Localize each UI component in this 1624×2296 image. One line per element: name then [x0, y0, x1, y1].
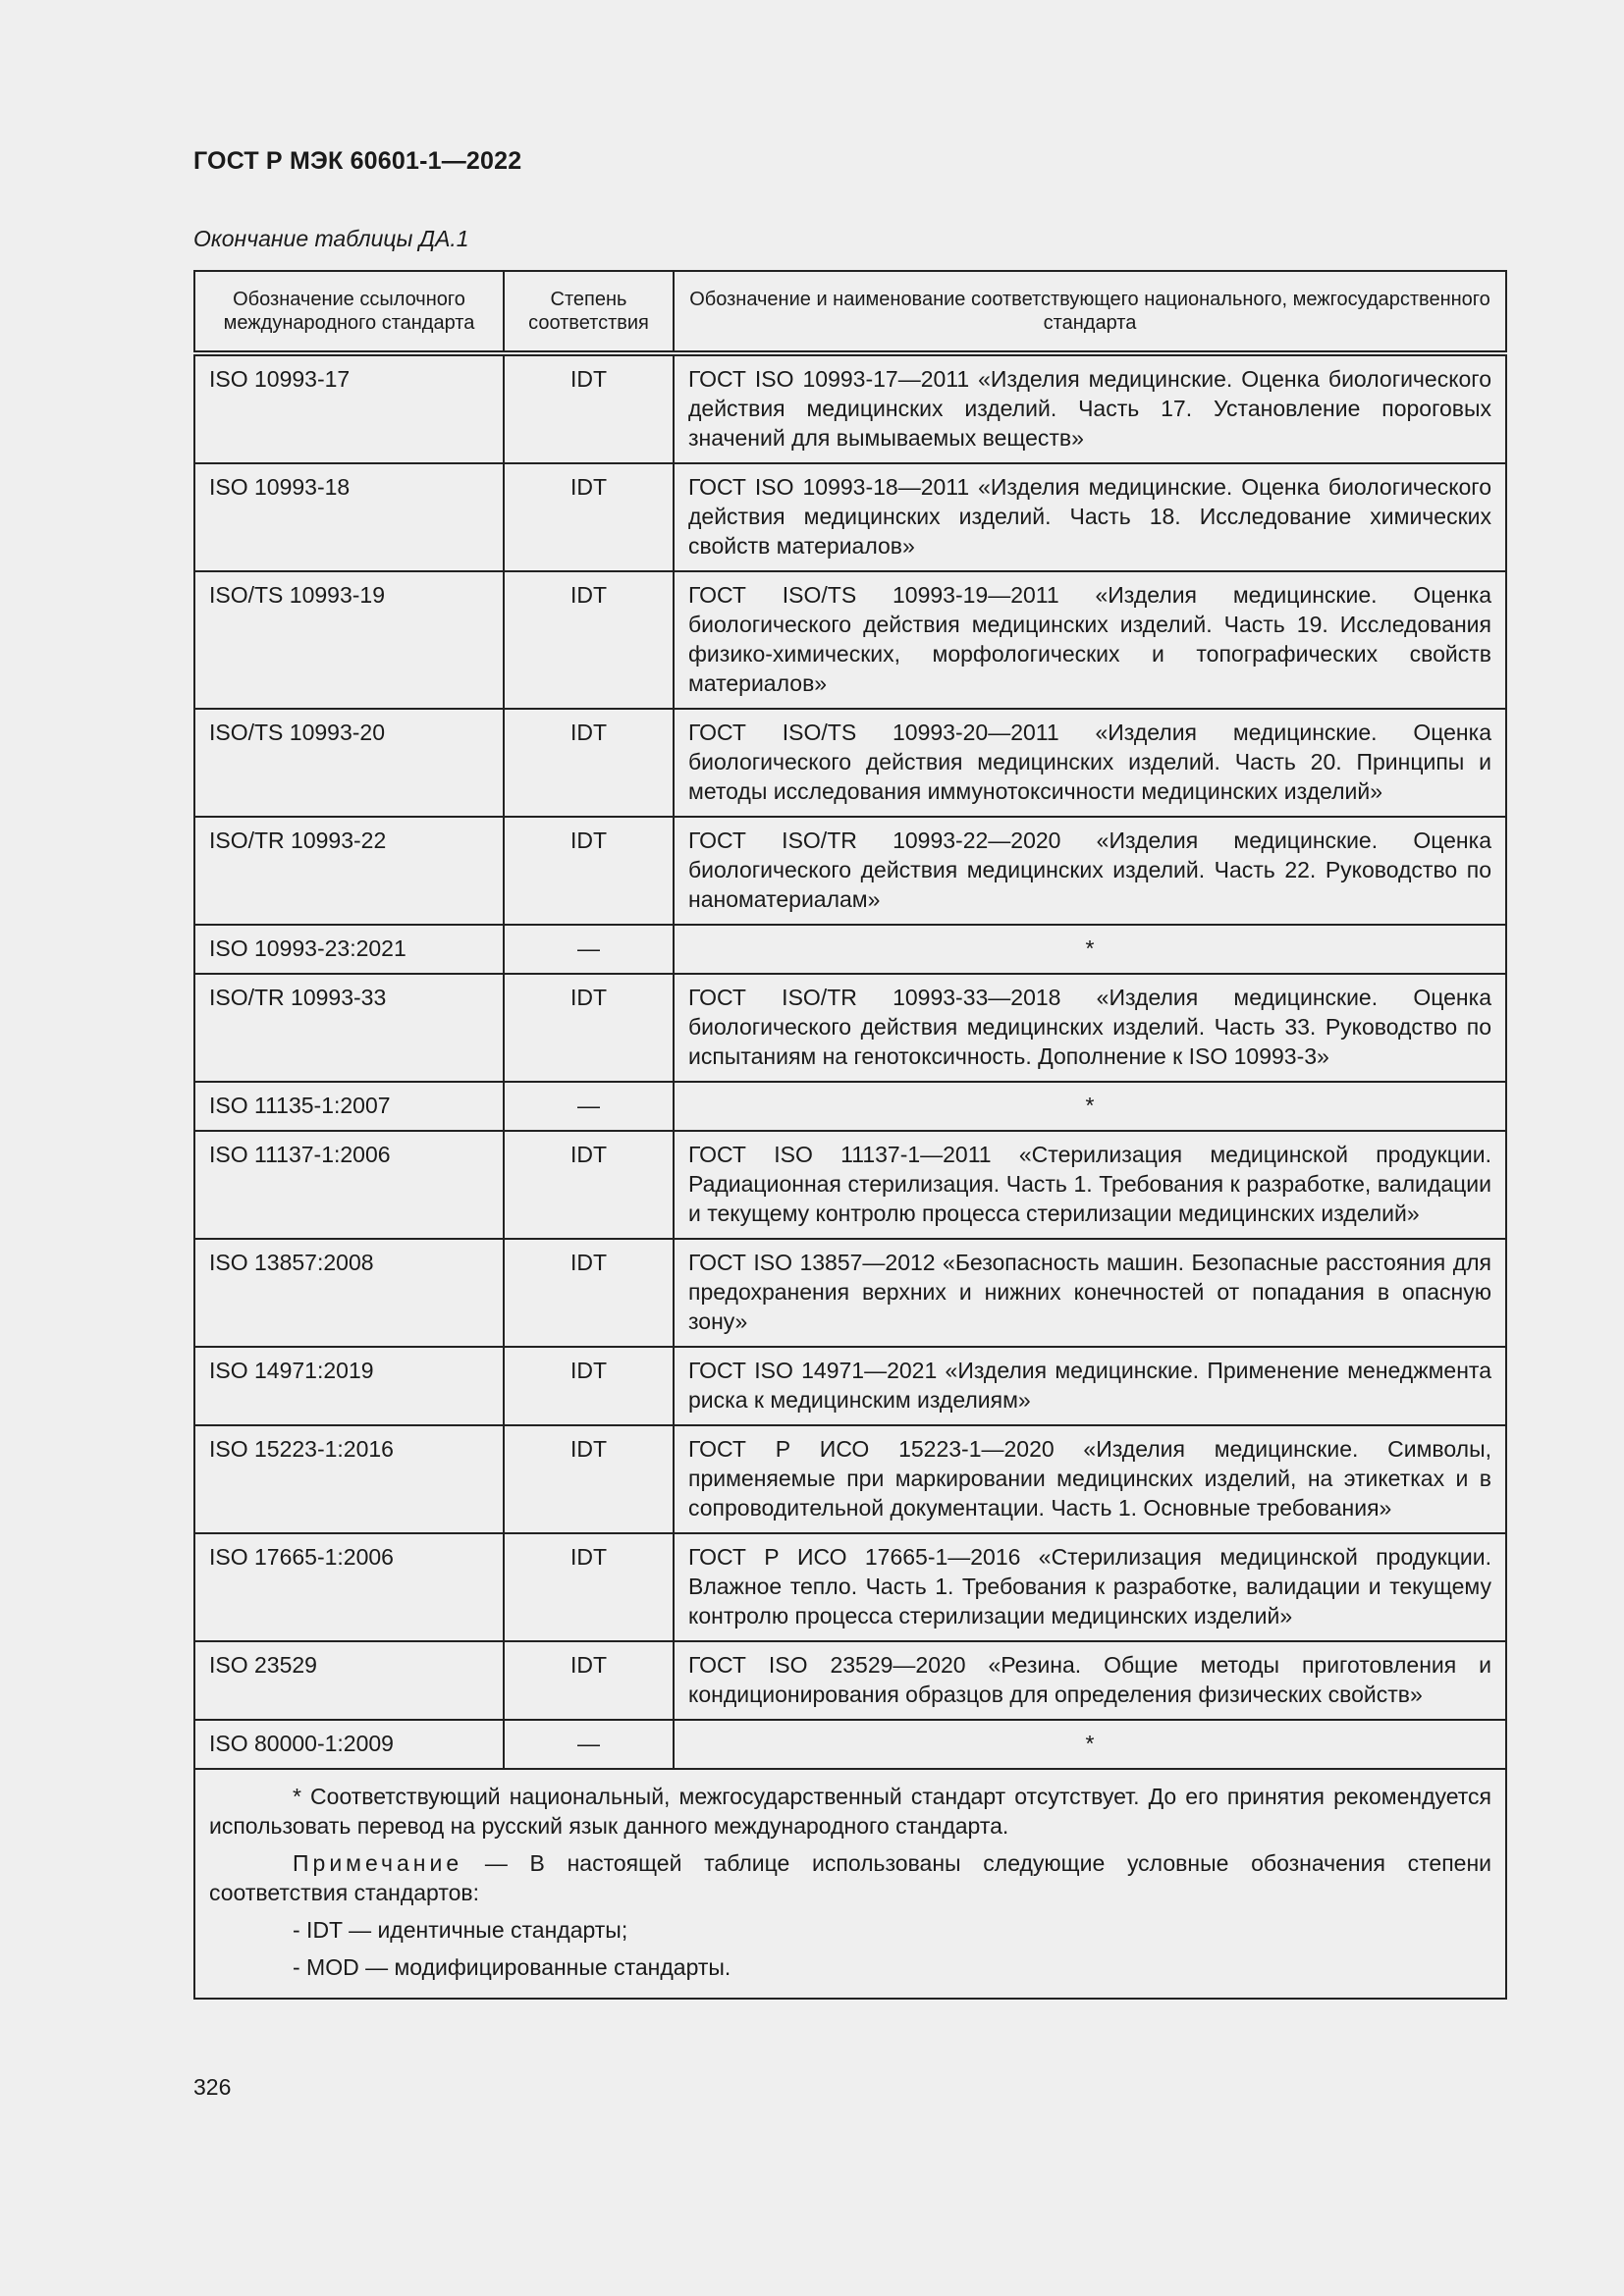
- cell-reference-standard: ISO 10993-23:2021: [194, 925, 504, 974]
- cell-reference-standard: ISO 17665-1:2006: [194, 1533, 504, 1641]
- cell-degree: IDT: [504, 817, 674, 925]
- cell-national-standard: ГОСТ ISO/TR 10993-22—2020 «Изделия медицинские. Оценка биологического действия медицинских изделий. Часть 22. Руководство по наноматериалам»: [674, 817, 1506, 925]
- cell-national-standard: ГОСТ ISO/TS 10993-19—2011 «Изделия медицинские. Оценка биологического действия медицинских изделий. Часть 19. Исследования физико-химических, морфологических и топографических свойств материалов»: [674, 571, 1506, 709]
- page-number: 326: [193, 2074, 232, 2100]
- cell-national-standard: ГОСТ ISO/TS 10993-20—2011 «Изделия медицинские. Оценка биологического действия медицинских изделий. Часть 20. Принципы и методы исследования иммунотоксичности медицинских изделий»: [674, 709, 1506, 817]
- cell-degree: IDT: [504, 1239, 674, 1347]
- table-row: [194, 1425, 1506, 1533]
- cell-national-standard: ГОСТ ISO 23529—2020 «Резина. Общие методы приготовления и кондиционирования образцов для определения физических свойств»: [674, 1641, 1506, 1720]
- cell-reference-standard: ISO 11137-1:2006: [194, 1131, 504, 1239]
- note: [209, 1848, 1491, 1907]
- cell-national-standard: ГОСТ ISO 10993-18—2011 «Изделия медицинские. Оценка биологического действия медицинских изделий. Часть 18. Исследование химических свойств материалов»: [674, 463, 1506, 571]
- legend-item-mod: - MOD — модифицированные стандарты.: [293, 1954, 731, 1980]
- cell-national-standard: *: [674, 1082, 1506, 1131]
- cell-degree: IDT: [504, 1425, 674, 1533]
- column-header-degree: Степень соответствия: [504, 271, 674, 353]
- cell-degree: IDT: [504, 1347, 674, 1425]
- table-row: [194, 1131, 1506, 1239]
- table-row: [194, 1082, 1506, 1131]
- table-row: [194, 463, 1506, 571]
- cell-degree: IDT: [504, 1533, 674, 1641]
- cell-reference-standard: ISO 13857:2008: [194, 1239, 504, 1347]
- cell-reference-standard: ISO 23529: [194, 1641, 504, 1720]
- cell-reference-standard: ISO/TS 10993-20: [194, 709, 504, 817]
- table-row: [194, 353, 1506, 463]
- cell-degree: IDT: [504, 1641, 674, 1720]
- table-footer-row: [194, 1769, 1506, 1999]
- table-row: [194, 1239, 1506, 1347]
- cell-national-standard: *: [674, 1720, 1506, 1769]
- cell-national-standard: *: [674, 925, 1506, 974]
- table-row: [194, 1347, 1506, 1425]
- cell-national-standard: ГОСТ ISO 10993-17—2011 «Изделия медицинские. Оценка биологического действия медицинских изделий. Часть 17. Установление пороговых значений для вымываемых веществ»: [674, 353, 1506, 463]
- cell-national-standard: ГОСТ Р ИСО 17665-1—2016 «Стерилизация медицинской продукции. Влажное тепло. Часть 1. Требования к разработке, валидации и текущему контролю процесса стерилизации медицинских изделий»: [674, 1533, 1506, 1641]
- footnote: * Соответствующий национальный, межгосударственный стандарт отсутствует. До его принятия рекомендуется использовать перевод на русский язык данного международного стандарта.: [209, 1784, 1491, 1839]
- cell-reference-standard: ISO 15223-1:2016: [194, 1425, 504, 1533]
- cell-reference-standard: ISO 10993-17: [194, 353, 504, 463]
- table-caption: Окончание таблицы ДА.1: [193, 226, 469, 251]
- column-header-reference: Обозначение ссылочного международного стандарта: [194, 271, 504, 353]
- document-header: ГОСТ Р МЭК 60601-1—2022: [193, 147, 522, 175]
- cell-degree: —: [504, 1082, 674, 1131]
- table-row: [194, 974, 1506, 1082]
- standards-table: [193, 270, 1507, 2000]
- table-header-row: [194, 271, 1506, 353]
- cell-national-standard: ГОСТ ISO/TR 10993-33—2018 «Изделия медицинские. Оценка биологического действия медицинских изделий. Часть 33. Руководство по испытаниям на генотоксичность. Дополнение к ISO 10993-3»: [674, 974, 1506, 1082]
- cell-degree: IDT: [504, 571, 674, 709]
- cell-reference-standard: ISO 80000-1:2009: [194, 1720, 504, 1769]
- table-row: [194, 817, 1506, 925]
- cell-degree: IDT: [504, 1131, 674, 1239]
- cell-degree: —: [504, 925, 674, 974]
- note-text: — В настоящей таблице использованы следующие условные обозначения степени соответствия стандартов:: [209, 1850, 1491, 1905]
- table-row: [194, 709, 1506, 817]
- table-row: [194, 925, 1506, 974]
- legend-item-idt: - IDT — идентичные стандарты;: [293, 1917, 628, 1943]
- cell-national-standard: ГОСТ Р ИСО 15223-1—2020 «Изделия медицинские. Символы, применяемые при маркировании медицинских изделий, на этикетках и в сопроводительной документации. Часть 1. Основные требования»: [674, 1425, 1506, 1533]
- cell-degree: IDT: [504, 709, 674, 817]
- note-label: Примечание: [293, 1850, 463, 1876]
- table-row: [194, 1641, 1506, 1720]
- cell-degree: IDT: [504, 353, 674, 463]
- cell-national-standard: ГОСТ ISO 11137-1—2011 «Стерилизация медицинской продукции. Радиационная стерилизация. Часть 1. Требования к разработке, валидации и текущему контролю процесса стерилизации медицинских изделий»: [674, 1131, 1506, 1239]
- cell-reference-standard: ISO 14971:2019: [194, 1347, 504, 1425]
- cell-degree: —: [504, 1720, 674, 1769]
- cell-degree: IDT: [504, 974, 674, 1082]
- table-row: [194, 1533, 1506, 1641]
- cell-national-standard: ГОСТ ISO 14971—2021 «Изделия медицинские. Применение менеджмента риска к медицинским изделиям»: [674, 1347, 1506, 1425]
- table-row: [194, 1720, 1506, 1769]
- cell-national-standard: ГОСТ ISO 13857—2012 «Безопасность машин. Безопасные расстояния для предохранения верхних и нижних конечностей от попадания в опасную зону»: [674, 1239, 1506, 1347]
- cell-reference-standard: ISO/TR 10993-33: [194, 974, 504, 1082]
- cell-reference-standard: ISO 11135-1:2007: [194, 1082, 504, 1131]
- table-row: [194, 571, 1506, 709]
- cell-reference-standard: ISO 10993-18: [194, 463, 504, 571]
- cell-degree: IDT: [504, 463, 674, 571]
- column-header-national: Обозначение и наименование соответствующего национального, межгосударственного стандарта: [674, 271, 1506, 353]
- cell-reference-standard: ISO/TR 10993-22: [194, 817, 504, 925]
- table-notes: [194, 1769, 1506, 1999]
- cell-reference-standard: ISO/TS 10993-19: [194, 571, 504, 709]
